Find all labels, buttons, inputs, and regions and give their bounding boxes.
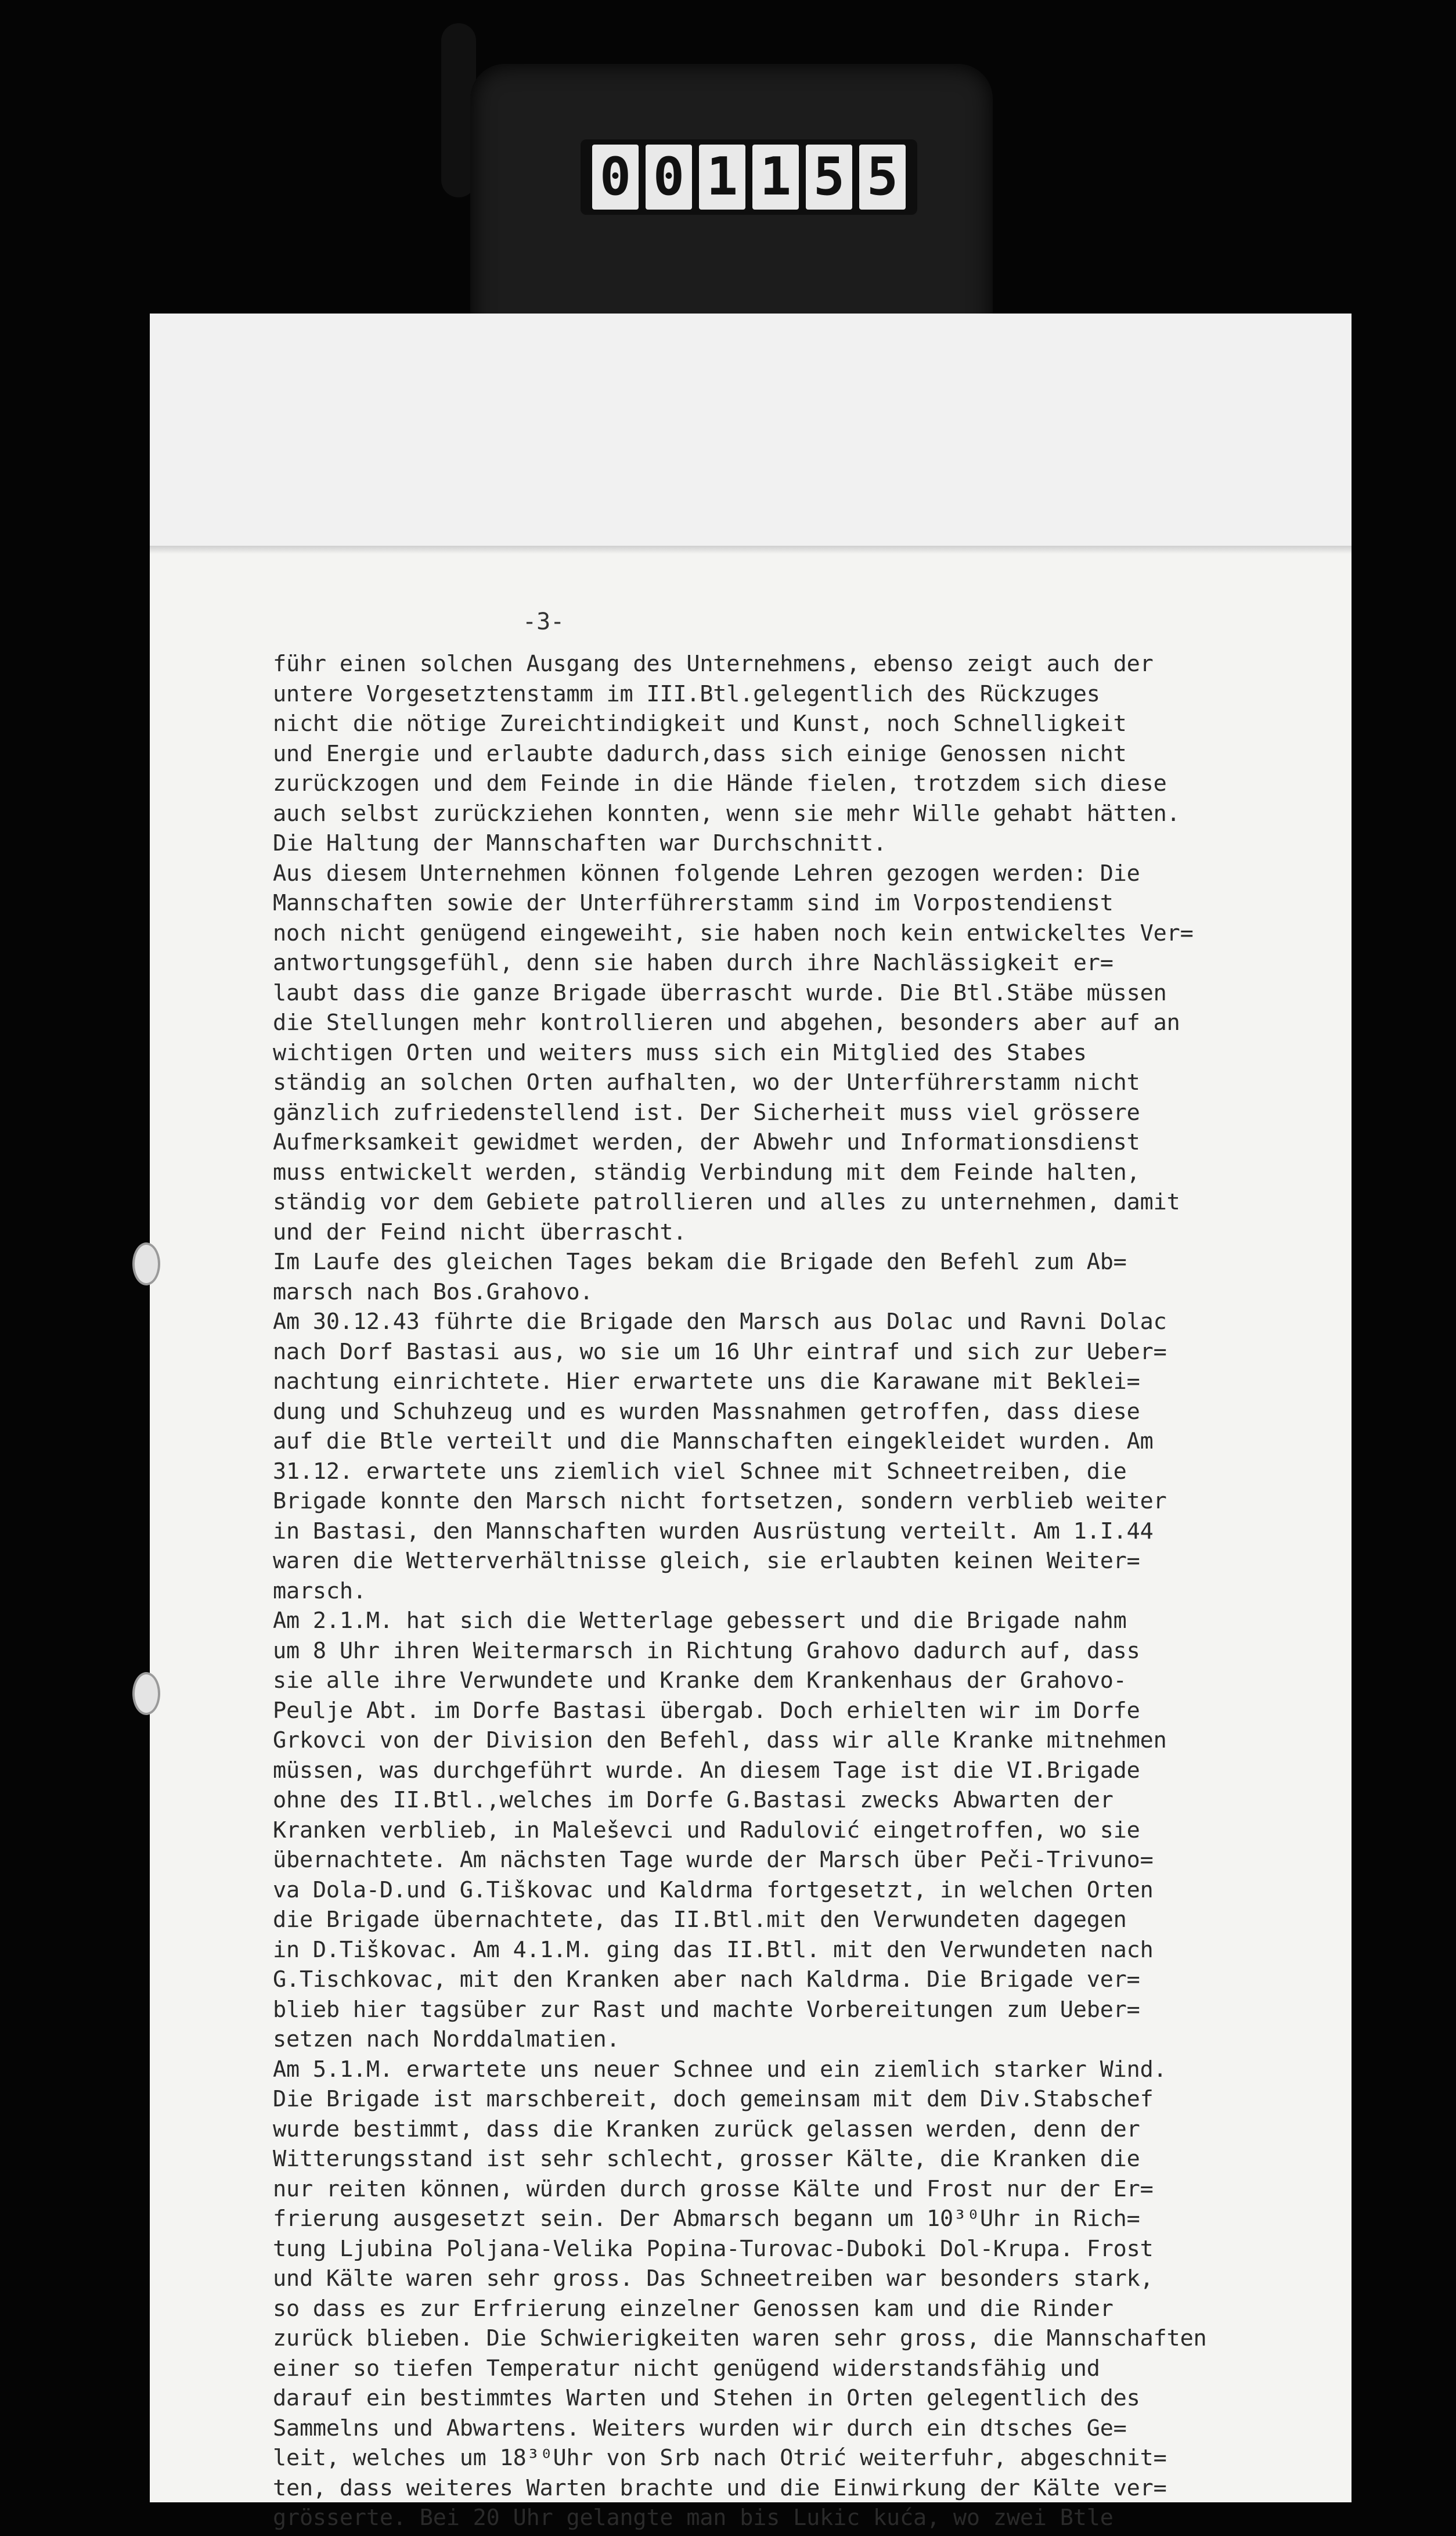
text-line: Sammelns und Abwartens. Weiters wurden wir durch ein dtsches Ge= [273, 2415, 1127, 2441]
counter-digit: 5 [806, 145, 852, 210]
text-line: Brigade konnte den Marsch nicht fortsetzen, sondern verblieb weiter [273, 1488, 1167, 1514]
text-line: sie alle ihre Verwundete und Kranke dem Krankenhaus der Grahovo- [273, 1667, 1127, 1694]
text-line: und Kälte waren sehr gross. Das Schneetreiben war besonders stark, [273, 2265, 1154, 2292]
text-line: in Bastasi, den Mannschaften wurden Ausrüstung verteilt. Am 1.I.44 [273, 1518, 1154, 1544]
text-line: waren die Wetterverhältnisse gleich, sie erlaubten keinen Weiter= [273, 1548, 1140, 1574]
typewritten-text [273, 649, 1353, 2533]
text-line: zurück blieben. Die Schwierigkeiten waren sehr gross, die Mannschaften [273, 2325, 1207, 2351]
text-line: Die Brigade ist marschbereit, doch gemeinsam mit dem Div.Stabschef [273, 2086, 1154, 2112]
sheet-top-edge [150, 546, 1352, 554]
text-line: Am 2.1.M. hat sich die Wetterlage gebessert und die Brigade nahm [273, 1608, 1127, 1634]
text-line: noch nicht genügend eingeweiht, sie haben noch kein entwickeltes Ver= [273, 920, 1194, 946]
text-line: marsch nach Bos.Grahovo. [273, 1278, 593, 1305]
text-line: um 8 Uhr ihren Weitermarsch in Richtung Grahovo dadurch auf, dass [273, 1637, 1140, 1664]
text-line: Im Laufe des gleichen Tages bekam die Brigade den Befehl zum Ab= [273, 1249, 1127, 1275]
text-line: nicht die nötige Zureichtindigkeit und Kunst, noch Schnelligkeit [273, 711, 1127, 737]
counter-window [581, 139, 917, 215]
text-line: blieb hier tagsüber zur Rast und machte Vorbereitungen zum Ueber= [273, 1996, 1140, 2023]
text-line: setzen nach Norddalmatien. [273, 2026, 620, 2052]
text-line: marsch. [273, 1577, 366, 1604]
text-line: leit, welches um 18³⁰Uhr von Srb nach Otrić weiterfuhr, abgeschnit= [273, 2445, 1167, 2471]
text-line: untere Vorgesetztenstamm im III.Btl.gelegentlich des Rückzuges [273, 680, 1100, 707]
text-line: Aufmerksamkeit gewidmet werden, der Abwehr und Informationsdienst [273, 1129, 1140, 1155]
text-line: Am 5.1.M. erwartete uns neuer Schnee und ein ziemlich starker Wind. [273, 2056, 1167, 2083]
text-line: 31.12. erwartete uns ziemlich viel Schnee mit Schneetreiben, die [273, 1458, 1127, 1485]
text-line: Peulje Abt. im Dorfe Bastasi übergab. Doch erhielten wir im Dorfe [273, 1697, 1140, 1724]
text-line: gänzlich zufriedenstellend ist. Der Sicherheit muss viel grössere [273, 1099, 1140, 1126]
text-line: in D.Tiškovac. Am 4.1.M. ging das II.Btl. mit den Verwundeten nach [273, 1936, 1154, 1963]
text-line: va Dola-D.und G.Tiškovac und Kaldrma fortgesetzt, in welchen Orten [273, 1876, 1154, 1903]
text-line: frierung ausgesetzt sein. Der Abmarsch begann um 10³⁰Uhr in Rich= [273, 2206, 1140, 2232]
text-line: dung und Schuhzeug und es wurden Massnahmen getroffen, dass diese [273, 1398, 1140, 1425]
counter-digit: 0 [646, 145, 692, 210]
text-line: ohne des II.Btl.,welches im Dorfe G.Bastasi zwecks Abwarten der [273, 1787, 1113, 1813]
text-line: ständig an solchen Orten aufhalten, wo der Unterführerstamm nicht [273, 1069, 1140, 1096]
punch-hole [132, 1672, 160, 1715]
text-line: Kranken verblieb, in Maleševci und Radulović eingetroffen, wo sie [273, 1817, 1140, 1843]
text-line: müssen, was durchgeführt wurde. An diesem Tage ist die VI.Brigade [273, 1757, 1140, 1784]
text-line: übernachtete. Am nächsten Tage wurde der Marsch über Peči-Trivuno= [273, 1847, 1154, 1873]
text-line: wurde bestimmt, dass die Kranken zurück gelassen werden, denn der [273, 2116, 1140, 2142]
text-line: tung Ljubina Poljana-Velika Popina-Turovac-Duboki Dol-Krupa. Frost [273, 2235, 1154, 2262]
text-line: Aus diesem Unternehmen können folgende Lehren gezogen werden: Die [273, 860, 1140, 887]
text-line: Am 30.12.43 führte die Brigade den Marsch aus Dolac und Ravni Dolac [273, 1309, 1167, 1335]
text-line: zurückzogen und dem Feinde in die Hände fielen, trotzdem sich diese [273, 770, 1167, 797]
text-line: und Energie und erlaubte dadurch,dass sich einige Genossen nicht [273, 740, 1127, 767]
text-line: die Stellungen mehr kontrollieren und abgehen, besonders aber auf an [273, 1010, 1180, 1036]
text-line: ständig vor dem Gebiete patrollieren und alles zu unternehmen, damit [273, 1189, 1180, 1215]
text-line: auch selbst zurückziehen konnten, wenn sie mehr Wille gehabt hätten. [273, 800, 1180, 827]
text-line: grösserte. Bei 20 Uhr gelangte man bis Lukic kuća, wo zwei Btle [273, 2505, 1113, 2531]
text-line: G.Tischkovac, mit den Kranken aber nach Kaldrma. Die Brigade ver= [273, 1966, 1140, 1993]
text-line: auf die Btle verteilt und die Mannschaften eingekleidet wurden. Am [273, 1428, 1154, 1454]
text-line: laubt dass die ganze Brigade überrascht wurde. Die Btl.Stäbe müssen [273, 979, 1167, 1006]
text-line: nachtung einrichtete. Hier erwartete uns die Karawane mit Beklei= [273, 1368, 1140, 1395]
text-line: einer so tiefen Temperatur nicht genügend widerstandsfähig und [273, 2355, 1100, 2382]
text-line: und der Feind nicht überrascht. [273, 1219, 687, 1245]
counter-digit: 5 [859, 145, 906, 210]
text-line: Grkovci von der Division den Befehl, dass wir alle Kranke mitnehmen [273, 1727, 1167, 1753]
text-line: ten, dass weiteres Warten brachte und die Einwirkung der Kälte ver= [273, 2474, 1167, 2501]
text-line: führ einen solchen Ausgang des Unternehmens, ebenso zeigt auch der [273, 651, 1154, 677]
text-line: antwortungsgefühl, denn sie haben durch ihre Nachlässigkeit er= [273, 950, 1113, 976]
counter-digit: 0 [592, 145, 639, 210]
backing-paper [150, 314, 1352, 546]
text-line: Mannschaften sowie der Unterführerstamm sind im Vorpostendienst [273, 890, 1113, 916]
text-line: darauf ein bestimmtes Warten und Stehen in Orten gelegentlich des [273, 2385, 1140, 2411]
text-line: wichtigen Orten und weiters muss sich ein Mitglied des Stabes [273, 1039, 1087, 1066]
text-line: so dass es zur Erfrierung einzelner Genossen kam und die Rinder [273, 2295, 1113, 2322]
text-line: Die Haltung der Mannschaften war Durchschnitt. [273, 830, 887, 856]
counter-digit: 1 [752, 145, 799, 210]
text-line: die Brigade übernachtete, das II.Btl.mit den Verwundeten dagegen [273, 1907, 1127, 1933]
page-number: -3- [522, 608, 565, 635]
text-line: nur reiten können, würden durch grosse Kälte und Frost nur der Er= [273, 2175, 1154, 2202]
text-line: Witterungsstand ist sehr schlecht, grosser Kälte, die Kranken die [273, 2146, 1140, 2172]
counter-digit: 1 [699, 145, 745, 210]
text-line: nach Dorf Bastasi aus, wo sie um 16 Uhr eintraf und sich zur Ueber= [273, 1338, 1167, 1365]
text-line: muss entwickelt werden, ständig Verbindung mit dem Feinde halten, [273, 1159, 1140, 1186]
punch-hole [132, 1242, 160, 1285]
